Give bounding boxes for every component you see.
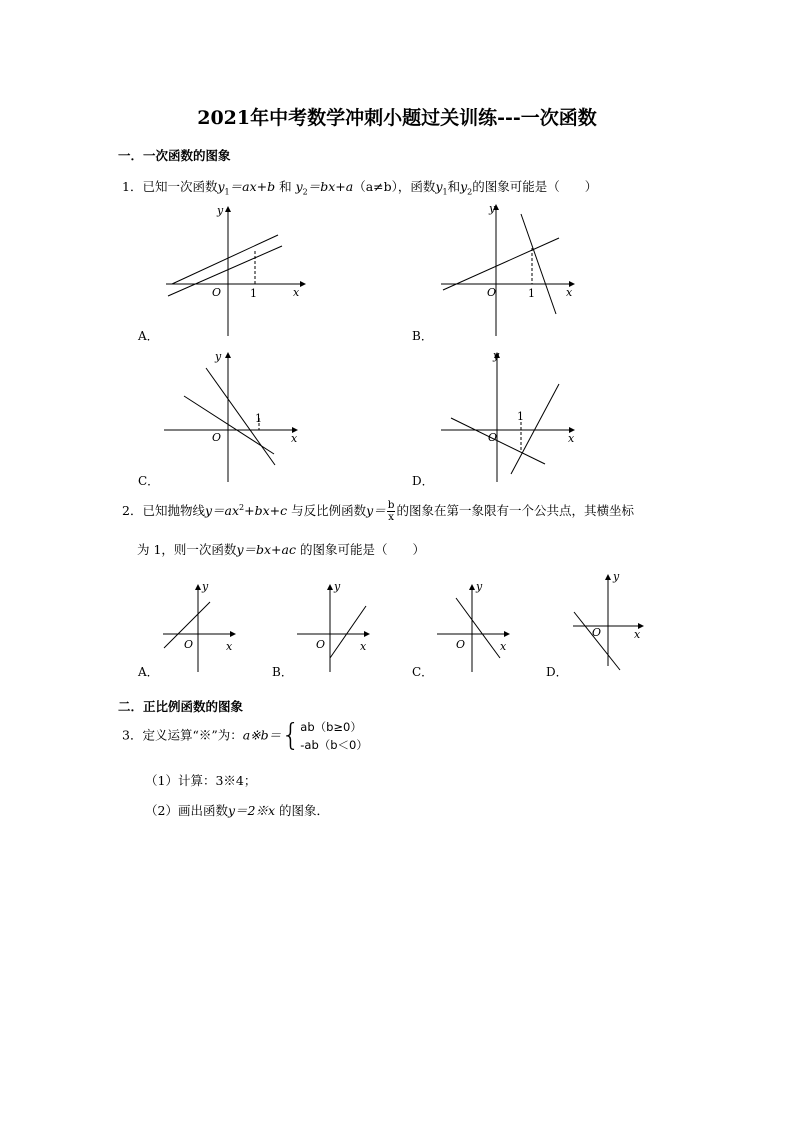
graph-line-1 xyxy=(172,235,278,284)
page-title: 2021年中考数学冲刺小题过关训练---一次函数 xyxy=(197,107,597,129)
y-arrow-icon xyxy=(469,584,475,590)
origin-label: O xyxy=(212,431,222,444)
y-arrow-icon xyxy=(195,584,201,590)
x-label: x xyxy=(634,628,641,641)
origin-label: O xyxy=(488,431,498,444)
y-label: y xyxy=(202,580,209,593)
y-label: y xyxy=(613,570,620,583)
q1-eq: ＝ax+b xyxy=(229,179,276,194)
y-label: y xyxy=(476,580,483,593)
y-arrow-icon xyxy=(605,574,611,580)
q2-text: 与反比例函数 xyxy=(291,503,367,518)
origin-label: O xyxy=(184,638,194,651)
x-label: x xyxy=(568,432,575,445)
q2-graph-d xyxy=(568,568,658,668)
q2-graph-a xyxy=(158,580,248,675)
q1-option-c[interactable]: C． xyxy=(138,474,160,488)
x-label: x xyxy=(360,640,367,653)
q1-var: y xyxy=(435,179,443,194)
q1-option-a[interactable]: A． xyxy=(138,329,159,343)
q1-sub: 2 xyxy=(302,187,308,197)
y-label: y xyxy=(215,350,222,363)
q1-eq: ＝bx+a xyxy=(307,179,354,194)
section-heading-1: 一．一次函数的图象 xyxy=(118,148,231,163)
q2-text: 的图象可能是（ ） xyxy=(299,542,425,557)
origin-label: O xyxy=(592,626,602,639)
origin-label: O xyxy=(487,286,497,299)
q3-part-1: （1）计算：3※4； xyxy=(145,773,257,788)
q2-eq: +bx+c xyxy=(244,503,288,518)
graph-line-2 xyxy=(521,214,556,314)
y-label: y xyxy=(493,349,500,362)
q2-exponent: 2 xyxy=(239,502,245,512)
q1-option-b[interactable]: B． xyxy=(412,329,433,343)
q2-option-d[interactable]: D． xyxy=(546,665,568,679)
tick-label: 1 xyxy=(255,412,262,425)
q2-option-a[interactable]: A． xyxy=(138,665,159,679)
x-label: x xyxy=(566,286,573,299)
graph-line-2 xyxy=(184,396,274,454)
q3-eq: a※b＝ xyxy=(242,727,282,743)
q2-intro: 2．已知抛物线 xyxy=(122,503,205,518)
q1-graph-a xyxy=(160,200,320,340)
q1-text: ，函数 xyxy=(397,179,436,194)
q1-var: y xyxy=(295,179,303,194)
q1-var: y xyxy=(460,179,468,194)
q2-eq: y＝ xyxy=(366,503,386,518)
fraction-b-over-x xyxy=(387,500,396,523)
q3-intro: 3．定义运算“※”为： xyxy=(122,727,243,743)
q3-eq: y＝2※x xyxy=(227,803,276,818)
tick-label: 1 xyxy=(528,287,535,300)
graph-line-2 xyxy=(168,246,282,296)
x-arrow-icon xyxy=(300,281,306,287)
brace-icon: { xyxy=(281,718,301,753)
y-arrow-icon xyxy=(327,584,333,590)
q1-var: y xyxy=(217,179,225,194)
graph-line xyxy=(574,612,620,670)
origin-label: O xyxy=(456,638,466,651)
q3-text: 的图象． xyxy=(279,803,330,818)
denominator: x xyxy=(388,511,395,523)
q2-option-b[interactable]: B． xyxy=(272,665,293,679)
x-label: x xyxy=(500,640,507,653)
q2-graph-c xyxy=(432,580,522,675)
q3-text: （2）画出函数 xyxy=(145,803,228,818)
question-1-text xyxy=(122,177,597,197)
q2-text: 为 1，则一次函数 xyxy=(137,542,237,557)
q1-text: 的图象可能是（ ） xyxy=(472,179,598,194)
x-arrow-icon xyxy=(230,631,236,637)
graph-line-1 xyxy=(451,418,545,464)
tick-label: 1 xyxy=(250,287,257,300)
q2-eq: y＝ax xyxy=(204,503,240,518)
x-label: x xyxy=(226,640,233,653)
q2-eq: y＝bx+ac xyxy=(236,542,296,557)
q1-sub: 2 xyxy=(467,187,473,197)
q1-and: 和 xyxy=(279,179,292,194)
numerator: b xyxy=(387,499,395,511)
case-1: ab（b≥0） xyxy=(300,720,362,734)
graph-line-1 xyxy=(443,238,559,290)
case-2: -ab（b＜0） xyxy=(300,738,368,752)
q1-sub: 1 xyxy=(224,187,230,197)
section-heading-2: 二．正比例函数的图象 xyxy=(118,699,244,714)
question-2-line-1 xyxy=(122,500,634,523)
origin-label: O xyxy=(212,286,222,299)
question-3-text xyxy=(122,718,368,754)
q2-graph-b xyxy=(292,580,382,675)
q3-part-2 xyxy=(145,801,329,819)
y-label: y xyxy=(334,580,341,593)
q1-graph-b xyxy=(435,200,595,340)
y-arrow-icon xyxy=(225,206,231,212)
q2-text: 的图象在第一象限有一个公共点，其横坐标 xyxy=(396,503,634,518)
q2-option-c[interactable]: C． xyxy=(412,665,434,679)
tick-label: 1 xyxy=(517,410,524,423)
origin-label: O xyxy=(316,638,326,651)
x-label: x xyxy=(293,286,300,299)
y-label: y xyxy=(217,204,224,217)
graph-line-2 xyxy=(511,384,559,474)
x-label: x xyxy=(291,432,298,445)
q1-condition: （a≠b） xyxy=(353,179,398,194)
q1-intro: 1．已知一次函数 xyxy=(122,179,218,194)
question-2-line-2 xyxy=(137,540,425,558)
piecewise-cases xyxy=(300,718,368,754)
q1-option-d[interactable]: D． xyxy=(412,474,434,488)
q1-graph-c xyxy=(160,348,320,488)
y-label: y xyxy=(489,202,496,215)
q1-graph-d xyxy=(435,348,595,488)
x-arrow-icon xyxy=(364,631,370,637)
q1-sub: 1 xyxy=(442,187,448,197)
q1-and: 和 xyxy=(447,179,461,194)
x-arrow-icon xyxy=(504,631,510,637)
y-arrow-icon xyxy=(225,352,231,358)
